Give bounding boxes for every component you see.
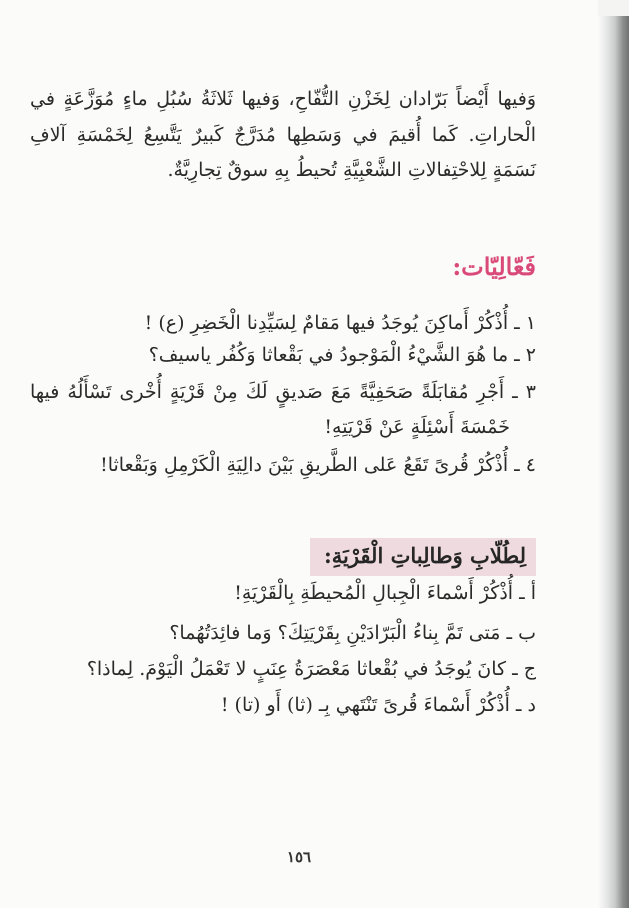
activity-item-4: ٤ ـ أُذْكُرْ قُرىً تَقَعُ عَلى الطَّريقِ بَيْنَ دالِيَةِ الْكَرْمِلِ وَبَقْعاثا! xyxy=(100,454,536,476)
student-question-b: ب ـ مَتى تَمَّ بِناءُ الْبَرّادَيْنِ بِقَرْيَتِكَ؟ وَما فائِدَتُهُما؟ xyxy=(169,622,536,644)
activity-item-3: ٣ ـ أَجْرِ مُقابَلَةً صَحَفِيَّةً مَعَ صَديقٍ لَكَ مِنْ قَرْيَةٍ أُخْرى تَسْأَلُهُ فيها xyxy=(30,381,536,403)
page-number: ١٥٦ xyxy=(286,848,312,866)
paragraph-line: الْحاراتِ. كَما أُقيمَ في وَسَطِها مُدَرَّجٌ كَبيرٌ يَتَّسِعُ لِخَمْسَةِ آلافِ xyxy=(30,124,536,146)
paragraph-line: نَسَمَةٍ لِلاحْتِفالاتِ الشَّعْبِيَّةِ تُحيطُ بِهِ سوقٌ تِجارِيَّةٌ. xyxy=(167,159,536,181)
activity-item-2: ٢ ـ ما هُوَ الشَّيْءُ الْمَوْجودُ في بَقْعاثا وَكُفُر ياسيف؟ xyxy=(148,344,536,366)
paragraph-line: وَفيها أَيْضاً بَرّادان لِخَزْنِ التُّفّاحِ، وَفيها ثَلاثَةُ سُبُلِ ماءٍ مُوَزَّعَةٍ في xyxy=(30,88,536,110)
student-question-c: ج ـ كانَ يُوجَدُ في بُقْعاثا مَعْصَرَةُ عِنَبٍ لا تَعْمَلُ الْيَوْمَ. لِماذا؟ xyxy=(86,658,536,680)
activity-item-3-continued: خَمْسَةَ أَسْئِلَةٍ عَنْ قَرْيَتِهِ! xyxy=(324,416,510,438)
activities-heading: فَعّالِيّات: xyxy=(452,252,536,281)
student-question-d: د ـ أُذْكُرْ أَسْماءَ قُرىً تَنْتَهي بِـ (ثا) أَو (تا) ! xyxy=(220,694,536,716)
student-question-a: أ ـ أُذْكُرْ أَسْماءَ الْجِبالِ الْمُحيطَةِ بِالْقَرْيَةِ! xyxy=(234,582,536,604)
village-students-heading: لِطُلّابِ وَطالِباتِ الْقَرْيَةِ: xyxy=(310,538,536,576)
activity-item-1: ١ ـ أُذْكُرْ أَماكِنَ يُوجَدُ فيها مَقامٌ لِسَيِّدِنا الْخَضِرِ (ع) ! xyxy=(144,312,536,334)
page-edge-top xyxy=(598,0,629,16)
book-spine-shadow xyxy=(598,16,629,908)
